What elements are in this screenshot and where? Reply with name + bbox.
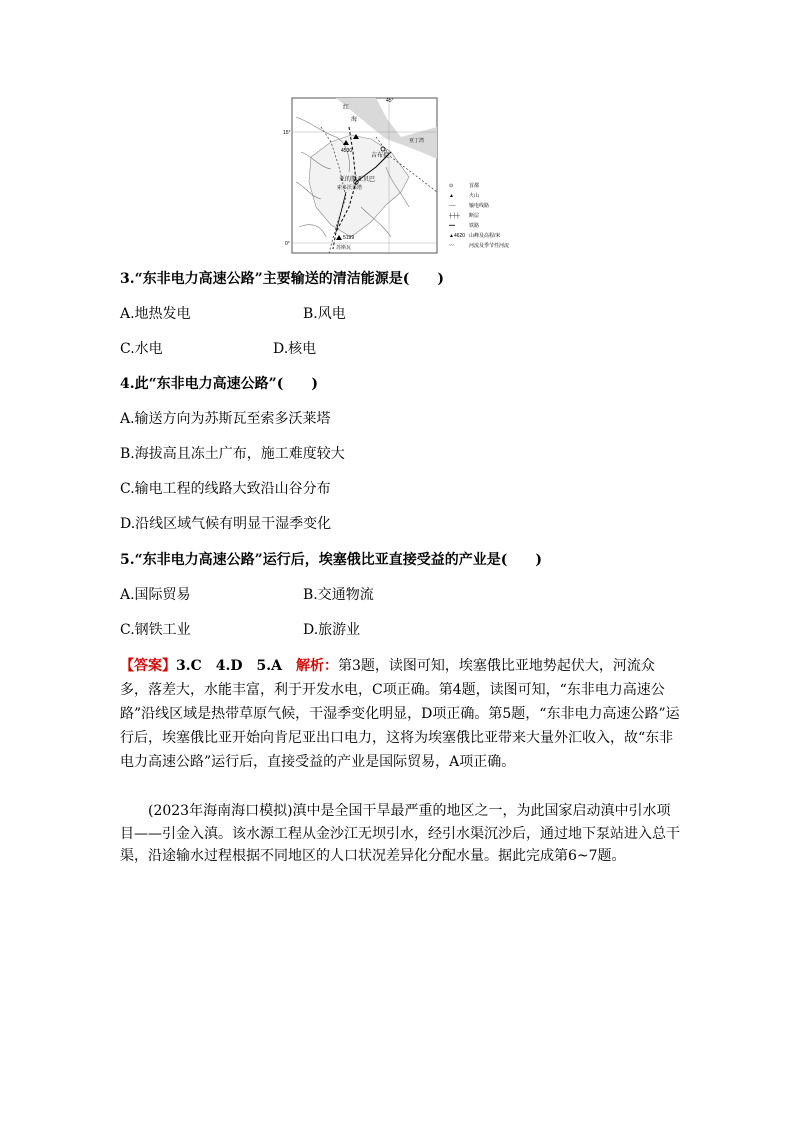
- legend-icon-peak: ▲4620: [449, 233, 466, 239]
- question-5-option-a: A.国际贸易: [120, 587, 191, 603]
- legend-icon-railway: ━━: [449, 223, 456, 229]
- legend-label-volcano: 火山: [469, 193, 480, 199]
- sea-label-2: 海: [351, 117, 358, 123]
- legend-icon-volcano: ▲: [449, 193, 454, 199]
- peak-label-1: 4530: [341, 148, 353, 154]
- question-3-option-d: D.核电: [273, 341, 317, 357]
- answer-tag: 【答案】: [120, 658, 176, 674]
- legend-icon-capital: ⊙: [449, 183, 454, 189]
- map-legend: [448, 182, 509, 249]
- legend-label-peak: 山峰及高程/米: [469, 233, 501, 239]
- city-djibouti: 吉布提: [371, 153, 390, 159]
- legend-label-capital: 首都: [469, 183, 480, 189]
- peak-label-2: 5199: [343, 235, 355, 241]
- question-3-stem: 3.“东非电力高速公路”主要输送的清洁能源是( ): [120, 271, 444, 287]
- question-5-option-c: C.钢铁工业: [120, 622, 191, 638]
- lon-label: 45°: [386, 98, 394, 104]
- legend-icon-river: 〰: [449, 243, 455, 249]
- sea-label-1: 红: [343, 105, 350, 111]
- question-5-option-d: D.旅游业: [303, 622, 361, 638]
- legend-icon-fault: ┼┼┼: [449, 213, 460, 219]
- answer-block: [120, 654, 680, 774]
- analysis-label: 解析：: [296, 658, 338, 674]
- city-addis: 亚的斯亚贝巴: [339, 177, 376, 183]
- legend-label-fault: 断层: [469, 213, 480, 219]
- question-5-stem: 5.“东非电力高速公路”运行后，埃塞俄比亚直接受益的产业是( ): [120, 552, 542, 568]
- gulf-label: 亚丁湾: [409, 138, 425, 144]
- legend-label-power-line: 输电线路: [469, 203, 490, 209]
- question-4-option-d: D.沿线区域气候有明显干湿季变化: [120, 516, 332, 532]
- question-4-option-b: B.海拔高且冻土广布，施工难度较大: [120, 446, 345, 462]
- answer-keys: 3.C 4.D 5.A: [176, 658, 296, 674]
- legend-icon-power-line: ----: [449, 203, 456, 209]
- question-3-option-c: C.水电: [120, 341, 163, 357]
- legend-label-railway: 铁路: [469, 223, 480, 229]
- question-3-option-a: A.地热发电: [120, 306, 191, 322]
- ethiopia-map: [283, 97, 513, 255]
- city-kenya: 苏斯瓦: [336, 245, 352, 251]
- question-5-option-b: B.交通物流: [303, 587, 374, 603]
- question-4-stem: 4.此“东非电力高速公路”( ): [120, 376, 318, 392]
- analysis-text: 第3题，读图可知，埃塞俄比亚地势起伏大，河流众多，落差大，水能丰富，利于开发水电，C项正确。第4题，读图可知，“东非电力高速公路”沿线区域是热带草原气候，干湿季变化明显，D项正确。第5题，“东非电力高速公路”运行后，埃塞俄比亚开始向肯尼亚出口电力，这将为埃塞俄比亚带来大量外汇收入，故“东非电力高速公路”运行后，直接受益的产业是国际贸易，A项正确。: [120, 658, 680, 770]
- question-4-option-a: A.输送方向为苏斯瓦至索多沃莱塔: [120, 411, 331, 427]
- question-3-option-b: B.风电: [303, 306, 346, 322]
- lat-label-bottom: 0°: [285, 241, 290, 247]
- map-figure: [283, 97, 513, 255]
- lat-label-top: 15°: [283, 130, 291, 136]
- passage-q6-7: (2023年海南海口模拟)滇中是全国干旱最严重的地区之一，为此国家启动滇中引水项目——引金入滇。该水源工程从金沙江无坝引水，经引水渠沉沙后，通过地下泵站进入总干渠，沿途输水过程根据不同地区的人口状况差异化分配水量。据此完成第6~7题。: [120, 803, 680, 864]
- city-sodo: 索多沃莱塔: [337, 185, 363, 191]
- question-4-option-c: C.输电工程的线路大致沿山谷分布: [120, 481, 331, 497]
- legend-label-river: 河流及季节性河流: [469, 243, 510, 249]
